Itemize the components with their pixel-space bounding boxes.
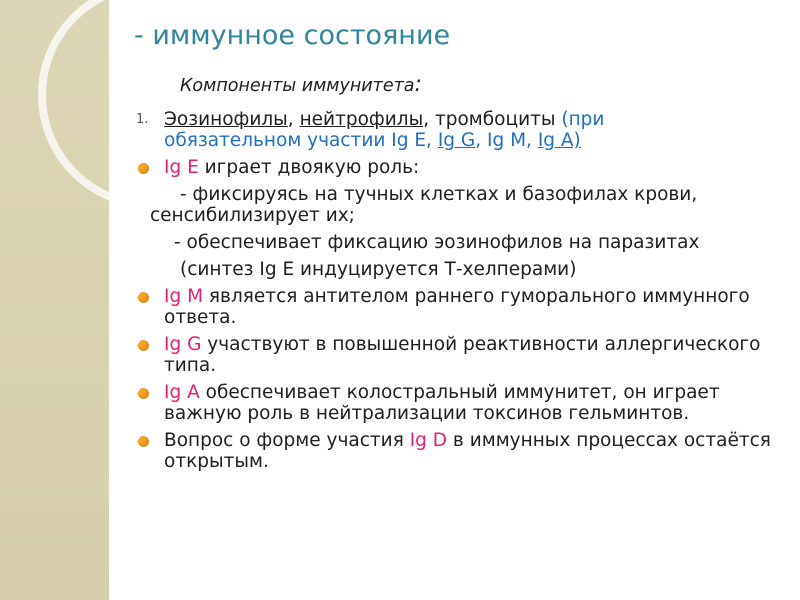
bullet-iga: Ig A обеспечивает колостральный иммунитет, он играет важную роль в нейтрализации токсинов гельминтов. — [136, 382, 776, 424]
ige-line-c: (синтез Ig E индуцируется Т-хелперами) — [180, 259, 577, 280]
bullet-ige: Ig E играет двоякую роль: — [136, 157, 776, 178]
bullet-dot-icon — [138, 436, 149, 447]
slide-title: - иммунное состояние — [134, 20, 451, 51]
bullet-dot-icon — [138, 388, 149, 399]
slide-content — [136, 74, 776, 478]
list-number: 1. — [136, 112, 149, 127]
ige-line-a: - фиксируясь на тучных клетках и базофилах крови, сенсибилизирует их; — [150, 184, 698, 226]
subtitle: Компоненты иммунитета: — [180, 72, 422, 97]
ige-line-b: - обеспечивает фиксацию эозинофилов на паразитах — [174, 232, 700, 253]
bullet-igd: Вопрос о форме участия Ig D в иммунных процессах остаётся открытым. — [136, 430, 776, 472]
bullet-igm: Ig M является антителом раннего гуморального иммунного ответа. — [136, 286, 776, 328]
bullet-dot-icon — [138, 340, 149, 351]
numbered-item: 1. Эозинофилы, нейтрофилы, тромбоциты (при обязательном участии Ig E, Ig G, Ig M, Ig A) — [136, 109, 605, 151]
bullet-dot-icon — [138, 163, 149, 174]
eosinophils-term: Эозинофилы — [164, 109, 288, 130]
neutrophils-term: нейтрофилы — [299, 109, 424, 130]
bullet-igg: Ig G участвуют в повышенной реактивности аллергического типа. — [136, 334, 776, 376]
bullet-dot-icon — [138, 292, 149, 303]
